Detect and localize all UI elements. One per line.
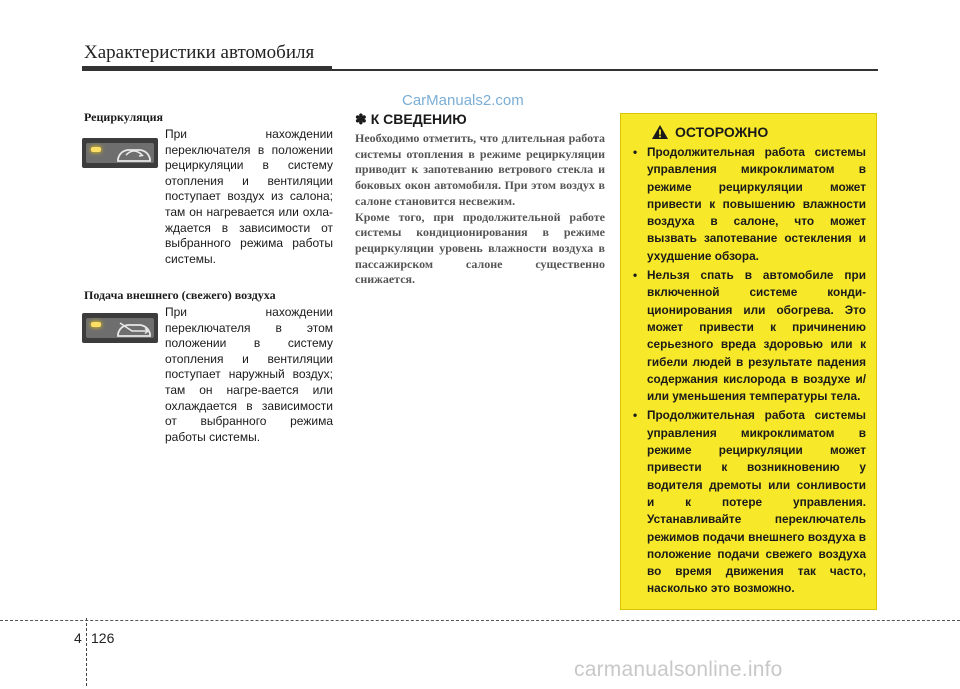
- note-heading: [355, 111, 467, 128]
- caution-item-text: Продолжительная работа системы управления микроклиматом в режиме рециркуляции может привести к возникновению у водителя дремоты или сонливости и к потере управления. Устанавливайте переключатель режимов подачи внешнего воздуха в положение подачи свежего воздуха во время движения так часто, насколько это возможно.: [647, 408, 866, 596]
- footer-divider: [86, 618, 87, 686]
- fresh-air-text: При нахождении переключателя в этом положении в систему отопления и вентиляции поступает наружный воздух; там он нагре-вается или охлаждается в зависимости от выбранного режима работы системы.: [165, 305, 333, 444]
- page-header-title: Характеристики автомобиля: [84, 42, 315, 63]
- fresh-air-title: Подача внешнего (свежего) воздуха: [84, 288, 276, 302]
- watermark-bottom: carmanualsonline.info: [574, 658, 783, 681]
- footer-rule: [0, 620, 960, 621]
- caution-title: ОСТОРОЖНО: [675, 124, 769, 140]
- asterisk-icon: ✽: [355, 111, 367, 127]
- chapter-number: 4: [74, 630, 82, 646]
- note-body: [355, 131, 605, 288]
- page-number: 126: [91, 630, 115, 646]
- caution-heading: [651, 124, 866, 140]
- caution-item: • Нельзя спать в автомобиле при включенной системе конди-ционирования или обогрева. Это может привести к причинению серьезного вреда здоровью или к гибели людей в результате падения содержания кислорода в воздухе и/или уменьшения температуры тела.: [633, 268, 866, 404]
- header-rule: [82, 66, 878, 72]
- recirculation-text: При нахождении переключателя в положении рециркуляции в систему отопления и вентиляции поступает воздух из салона; там он нагревается или охла-ждается в зависимости от выбранного режима работы системы.: [165, 127, 333, 266]
- recirculation-switch-icon: [82, 138, 158, 168]
- caution-list: [633, 144, 866, 598]
- warning-triangle-icon: [651, 124, 669, 140]
- note-title: К СВЕДЕНИЮ: [370, 111, 467, 127]
- caution-box: [620, 113, 877, 610]
- note-paragraph: Кроме того, при продолжительной работе системы кондиционирования в режиме рециркуляции уровень влажности воздуха в пассажирском салоне существенно снижается.: [355, 209, 605, 287]
- caution-item: • Продолжительная работа системы управления микроклиматом в режиме рециркуляции может привести к повышению влажности воздуха в салоне, что может вызвать запотевание остекления и ухудшение обзора.: [633, 145, 866, 263]
- caution-item: • Продолжительная работа системы управления микроклиматом в режиме рециркуляции может привести к возникновению у водителя дремоты или сонливости и к потере управления. Устанавливайте переключатель режимов подачи внешнего воздуха в положение подачи свежего воздуха во время движения так часто, насколько это возможно.: [633, 408, 866, 596]
- recirculation-title: Рециркуляция: [84, 110, 163, 124]
- caution-item-text: Продолжительная работа системы управления микроклиматом в режиме рециркуляции может привести к повышению влажности воздуха в салоне, что может вызвать запотевание остекления и ухудшение обзора.: [647, 145, 866, 263]
- note-paragraph: Необходимо отметить, что длительная работа системы отопления в режиме рециркуляции приводит к запотеванию ветрового стекла и боковых окон автомобиля. При этом воздух в салоне становится несвежим.: [355, 131, 605, 208]
- watermark-top: CarManuals2.com: [402, 92, 524, 109]
- caution-item-text: Нельзя спать в автомобиле при включенной системе конди-ционирования или обогрева. Это может привести к причинению серьезного вреда здоровью или к гибели людей в результате падения содержания кислорода в воздухе и/или уменьшения температуры тела.: [647, 268, 866, 404]
- fresh-air-switch-icon: [82, 313, 158, 343]
